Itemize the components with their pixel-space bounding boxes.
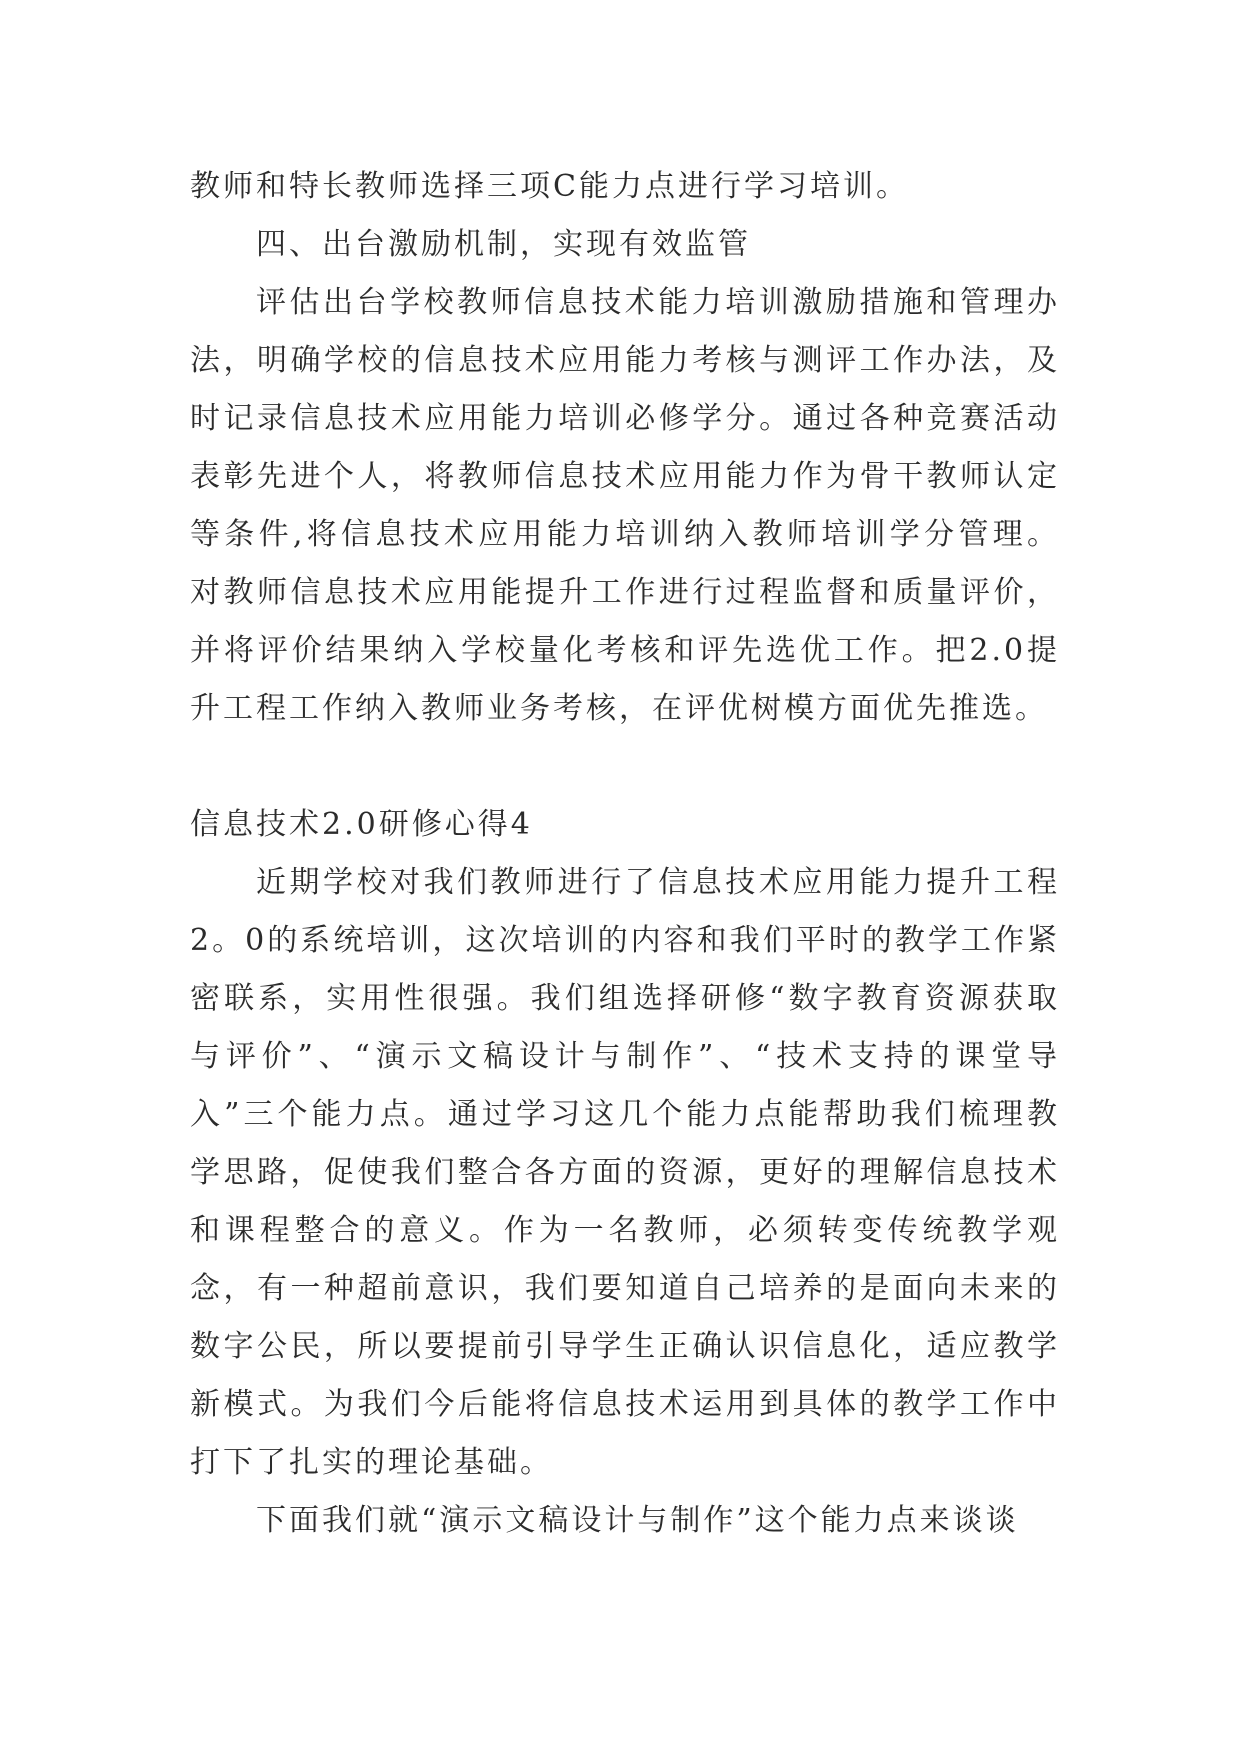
paragraph-training: 近期学校对我们教师进行了信息技术应用能力提升工程2。0的系统培训，这次培训的内容和我们平时的教学工作紧密联系，实用性很强。我们组选择研修“数字教育资源获取与评价”、“演示文稿设计与制作”、“技术支持的课堂导入”三个能力点。通过学习这几个能力点能帮助我们梳理教学思路，促使我们整合各方面的资源，更好的理解信息技术和课程整合的意义。作为一名教师，必须转变传统教学观念，有一种超前意识，我们要知道自己培养的是面向未来的数字公民，所以要提前引导学生正确认识信息化，适应教学新模式。为我们今后能将信息技术运用到具体的教学工作中打下了扎实的理论基础。 bbox=[190, 865, 1060, 1480]
paragraph-continuation: 教师和特长教师选择三项C能力点进行学习培训。 bbox=[190, 169, 909, 204]
paragraph-presentation: 下面我们就“演示文稿设计与制作”这个能力点来谈谈 bbox=[256, 1503, 1019, 1538]
paragraph-incentive: 评估出台学校教师信息技术能力培训激励措施和管理办法，明确学校的信息技术应用能力考核与测评工作办法，及时记录信息技术应用能力培训必修学分。通过各种竞赛活动表彰先进个人，将教师信息技术应用能力作为骨干教师认定等条件,将信息技术应用能力培训纳入教师培训学分管理。对教师信息技术应用能提升工作进行过程监督和质量评价，并将评价结果纳入学校量化考核和评先选优工作。把2.0提升工程工作纳入教师业务考核，在评优树模方面优先推选。 bbox=[190, 285, 1060, 726]
document-body bbox=[190, 158, 1060, 1550]
section-heading-four: 四、出台激励机制，实现有效监管 bbox=[256, 227, 751, 262]
article-title: 信息技术2.0研修心得4 bbox=[190, 807, 533, 842]
paragraph-gap bbox=[190, 738, 1060, 796]
